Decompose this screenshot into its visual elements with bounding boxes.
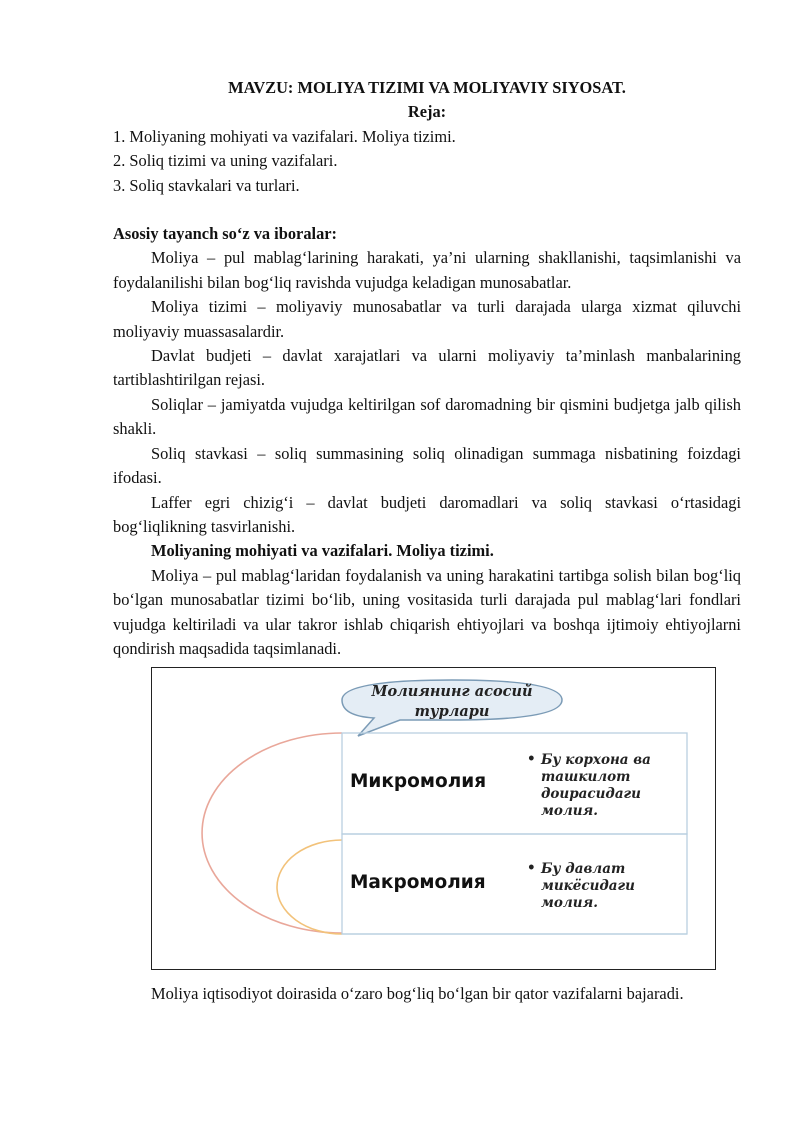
document-page: [113, 76, 741, 1007]
definition-paragraph: Moliya – pul mablag‘larining harakati, ya’ni ularning shakllanishi, taqsimlanishi va foydalanilishi bilan bog‘liq ravishda vujudga keladigan munosabatlar.: [113, 248, 741, 292]
section-heading: Moliyaning mohiyati va vazifalari. Moliya tizimi.: [151, 541, 494, 561]
closing-paragraph: Moliya iqtisodiyot doirasida o‘zaro bog‘liq bo‘lgan bir qator vazifalarni bajaradi.: [151, 984, 684, 1004]
macro-finance-label: Макромолия: [350, 872, 486, 894]
plan-heading: Reja:: [407, 102, 447, 122]
section-paragraph: Moliya – pul mablag‘laridan foydalanish va uning harakatini tartibga solish bilan bog‘liq bo‘lgan munosabatlar tizimi bo‘lib, uning vositasida turli darajada pul mablag‘lari fondlari vujudga keltiriladi va ular takror ishlab chiqarish ehtiyojlari va boshqa ijtimoiy ehtiyojlarni qondirish maqsadida taqsimlanadi.: [113, 565, 741, 658]
plan-item: 3. Soliq stavkalari va turlari.: [113, 175, 300, 195]
definition-paragraph: Soliq stavkasi – soliq summasining soliq olinadigan summaga nisbatining foizdagi ifodasi.: [113, 443, 741, 488]
definition-paragraph: Davlat budjeti – davlat xarajatlari va ularni moliyaviy ta’minlash manbalarining tartiblashtirilgan rejasi.: [113, 346, 741, 390]
micro-finance-desc: [527, 752, 691, 820]
macro-finance-desc: [527, 861, 691, 912]
definition-paragraph: Soliqlar – jamiyatda vujudga keltirilgan sof daromadning bir qismini budjetga jalb qilish shakli.: [113, 394, 741, 439]
micro-finance-label: Микромолия: [350, 771, 487, 793]
definition-paragraph: Moliya tizimi – moliyaviy munosabatlar va turli darajada ularga xizmat qiluvchi moliyaviy muassasalardir.: [113, 297, 741, 341]
keywords-heading: Asosiy tayanch so‘z va iboralar:: [113, 224, 337, 244]
macro-finance-desc-text: Бу давлат микёсидаги молия.: [541, 861, 635, 912]
plan-item: 2. Soliq tizimi va uning vazifalari.: [113, 151, 338, 171]
finance-types-diagram: [151, 667, 716, 970]
bullet-icon: •: [527, 860, 536, 877]
inner-arc: [277, 840, 342, 934]
bullet-icon: •: [527, 751, 536, 768]
definition-paragraph: Laffer egri chizig‘i – davlat budjeti daromadlari va soliq stavkasi o‘rtasidagi bog‘liqlikning tasvirlanishi.: [113, 492, 741, 536]
outer-arc: [202, 733, 342, 933]
plan-item: 1. Moliyaning mohiyati va vazifalari. Moliya tizimi.: [113, 126, 456, 146]
diagram-title: Молиянинг асосий турлари: [371, 683, 533, 721]
page-title: MAVZU: MOLIYA TIZIMI VA MOLIYAVIY SIYOSAT.: [228, 78, 626, 97]
micro-finance-desc-text: Бу корхона ва ташкилот доирасидаги молия.: [541, 752, 651, 820]
